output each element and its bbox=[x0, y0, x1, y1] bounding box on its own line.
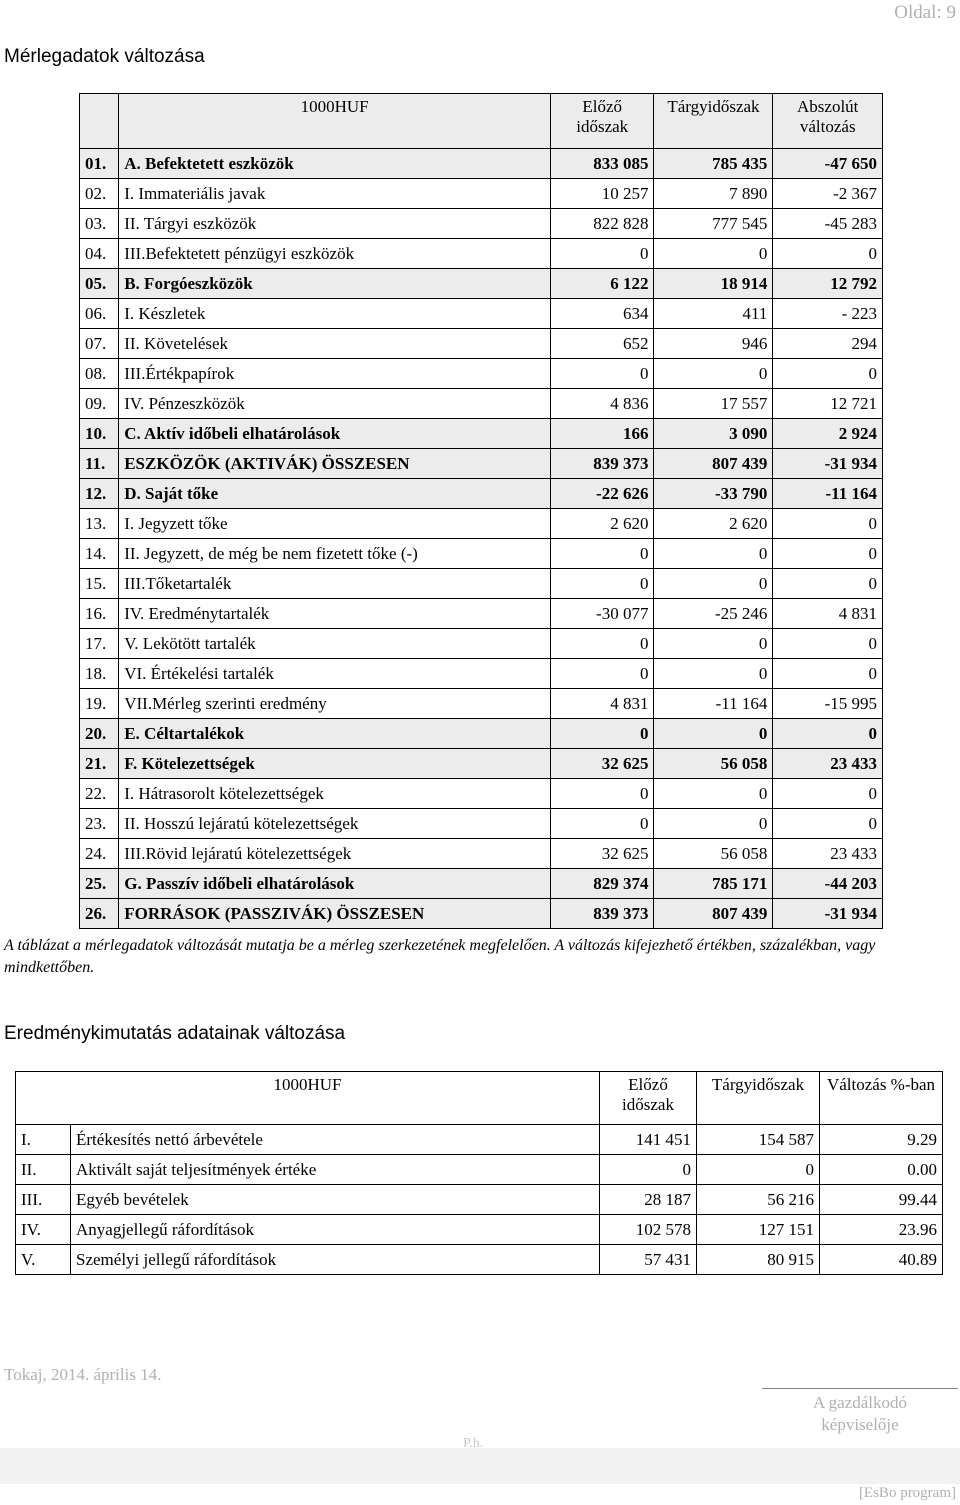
curr-value: 0 bbox=[697, 1155, 820, 1185]
table-note: A táblázat a mérlegadatok változását mutatja be a mérleg szerkezetének megfelelően. A változás kifejezhető értékben, százalékban, vagy mindkettőben. bbox=[4, 937, 876, 976]
pct-value: 9.29 bbox=[820, 1125, 943, 1155]
row-label: III.Tőketartalék bbox=[119, 569, 508, 599]
diff-value: -31 934 bbox=[773, 899, 883, 929]
prev-value: 0 bbox=[600, 1155, 697, 1185]
income-row bbox=[16, 1215, 943, 1245]
balance-row bbox=[80, 629, 883, 659]
balance-row bbox=[80, 599, 883, 629]
curr-value: 785 171 bbox=[654, 869, 773, 899]
prev-value: 0 bbox=[550, 719, 653, 749]
row-number: 15. bbox=[80, 569, 119, 599]
prev-value: 4 831 bbox=[550, 689, 653, 719]
row-spacer bbox=[508, 659, 550, 689]
row-number: 03. bbox=[80, 209, 119, 239]
row-number: 05. bbox=[80, 269, 119, 299]
program-label: [EsBo program] bbox=[858, 1485, 956, 1501]
prev-value: 32 625 bbox=[550, 749, 653, 779]
row-spacer bbox=[508, 269, 550, 299]
diff-value: 294 bbox=[773, 329, 883, 359]
row-number: 09. bbox=[80, 389, 119, 419]
row-label: II. Hosszú lejáratú kötelezettségek bbox=[119, 809, 508, 839]
row-spacer bbox=[508, 809, 550, 839]
row-spacer bbox=[508, 839, 550, 869]
diff-value: 23 433 bbox=[773, 749, 883, 779]
balance-row bbox=[80, 869, 883, 899]
row-spacer bbox=[508, 539, 550, 569]
income-row bbox=[16, 1185, 943, 1215]
pct-value: 40.89 bbox=[820, 1245, 943, 1275]
diff-value: 0 bbox=[773, 809, 883, 839]
row-number: 20. bbox=[80, 719, 119, 749]
row-label: E. Céltartalékok bbox=[119, 719, 508, 749]
diff-value: 2 924 bbox=[773, 419, 883, 449]
prev-value: 57 431 bbox=[600, 1245, 697, 1275]
row-label: I. Hátrasorolt kötelezettségek bbox=[119, 779, 508, 809]
row-label: VI. Értékelési tartalék bbox=[119, 659, 508, 689]
row-number: 16. bbox=[80, 599, 119, 629]
diff-value: -15 995 bbox=[773, 689, 883, 719]
balance-row bbox=[80, 239, 883, 269]
row-spacer bbox=[508, 449, 550, 479]
income-unit-header: 1000HUF bbox=[16, 1072, 600, 1125]
curr-value: 807 439 bbox=[654, 899, 773, 929]
row-number: 11. bbox=[80, 449, 119, 479]
prev-value: 32 625 bbox=[550, 839, 653, 869]
row-label: IV. Pénzeszközök bbox=[119, 389, 508, 419]
row-number: 10. bbox=[80, 419, 119, 449]
balance-row bbox=[80, 749, 883, 779]
row-label: II. Követelések bbox=[119, 329, 508, 359]
signature-line bbox=[762, 1388, 958, 1389]
diff-value: 4 831 bbox=[773, 599, 883, 629]
row-label: I. Jegyzett tőke bbox=[119, 509, 508, 539]
pct-value: 23.96 bbox=[820, 1215, 943, 1245]
row-label: G. Passzív időbeli elhatárolások bbox=[119, 869, 508, 899]
diff-value: 0 bbox=[773, 629, 883, 659]
curr-value: 17 557 bbox=[654, 389, 773, 419]
diff-value: -45 283 bbox=[773, 209, 883, 239]
balance-row bbox=[80, 779, 883, 809]
row-spacer bbox=[508, 749, 550, 779]
curr-value: 946 bbox=[654, 329, 773, 359]
balance-row bbox=[80, 479, 883, 509]
prev-value: 2 620 bbox=[550, 509, 653, 539]
curr-value: 0 bbox=[654, 239, 773, 269]
curr-value: 0 bbox=[654, 809, 773, 839]
row-number: 14. bbox=[80, 539, 119, 569]
place-date: Tokaj, 2014. április 14. bbox=[4, 1365, 162, 1384]
row-label: V. Lekötött tartalék bbox=[119, 629, 508, 659]
balance-section-title: Mérlegadatok változása bbox=[4, 46, 205, 67]
row-spacer bbox=[508, 179, 550, 209]
diff-value: -44 203 bbox=[773, 869, 883, 899]
row-label: IV. Eredménytartalék bbox=[119, 599, 508, 629]
curr-value: 0 bbox=[654, 569, 773, 599]
pct-value: 99.44 bbox=[820, 1185, 943, 1215]
row-number: 23. bbox=[80, 809, 119, 839]
row-spacer bbox=[508, 149, 550, 179]
prev-value: 10 257 bbox=[550, 179, 653, 209]
row-label: II. Jegyzett, de még be nem fizetett tőke (-) bbox=[119, 539, 508, 569]
curr-value: -11 164 bbox=[654, 689, 773, 719]
row-spacer bbox=[508, 869, 550, 899]
diff-value: 0 bbox=[773, 359, 883, 389]
row-label: F. Kötelezettségek bbox=[119, 749, 508, 779]
curr-value: 777 545 bbox=[654, 209, 773, 239]
row-label: I. Készletek bbox=[119, 299, 508, 329]
row-number: 21. bbox=[80, 749, 119, 779]
row-number: IV. bbox=[16, 1215, 71, 1245]
curr-value: 807 439 bbox=[654, 449, 773, 479]
prev-value: 839 373 bbox=[550, 899, 653, 929]
balance-row bbox=[80, 689, 883, 719]
balance-unit-header: 1000HUF bbox=[119, 94, 551, 149]
row-label: Egyéb bevételek bbox=[71, 1185, 600, 1215]
row-spacer bbox=[508, 209, 550, 239]
prev-value: 166 bbox=[550, 419, 653, 449]
row-label: III.Rövid lejáratú kötelezettségek bbox=[119, 839, 508, 869]
income-row bbox=[16, 1245, 943, 1275]
curr-value: 56 058 bbox=[654, 749, 773, 779]
prev-value: 0 bbox=[550, 569, 653, 599]
footer-bar bbox=[0, 1448, 960, 1484]
diff-value: 0 bbox=[773, 239, 883, 269]
row-number: II. bbox=[16, 1155, 71, 1185]
row-number: 07. bbox=[80, 329, 119, 359]
row-number: 08. bbox=[80, 359, 119, 389]
row-spacer bbox=[508, 689, 550, 719]
diff-value: -11 164 bbox=[773, 479, 883, 509]
row-label: FORRÁSOK (PASSZIVÁK) ÖSSZESEN bbox=[119, 899, 508, 929]
curr-value: 0 bbox=[654, 719, 773, 749]
row-number: 12. bbox=[80, 479, 119, 509]
prev-value: 4 836 bbox=[550, 389, 653, 419]
row-spacer bbox=[508, 239, 550, 269]
curr-value: 154 587 bbox=[697, 1125, 820, 1155]
balance-row bbox=[80, 359, 883, 389]
row-label: Anyagjellegű ráfordítások bbox=[71, 1215, 600, 1245]
income-row bbox=[16, 1125, 943, 1155]
prev-value: 839 373 bbox=[550, 449, 653, 479]
curr-value: 127 151 bbox=[697, 1215, 820, 1245]
row-spacer bbox=[508, 899, 550, 929]
curr-value: 2 620 bbox=[654, 509, 773, 539]
row-spacer bbox=[508, 389, 550, 419]
prev-value: 0 bbox=[550, 539, 653, 569]
prev-value: 0 bbox=[550, 809, 653, 839]
row-label: B. Forgóeszközök bbox=[119, 269, 508, 299]
balance-row bbox=[80, 329, 883, 359]
prev-value: 634 bbox=[550, 299, 653, 329]
diff-value: 0 bbox=[773, 569, 883, 599]
row-spacer bbox=[508, 359, 550, 389]
balance-row bbox=[80, 269, 883, 299]
row-spacer bbox=[508, 299, 550, 329]
curr-value: 80 915 bbox=[697, 1245, 820, 1275]
diff-value: 12 721 bbox=[773, 389, 883, 419]
prev-value: 829 374 bbox=[550, 869, 653, 899]
diff-value: 0 bbox=[773, 539, 883, 569]
diff-value: 0 bbox=[773, 779, 883, 809]
row-number: 17. bbox=[80, 629, 119, 659]
diff-value: -47 650 bbox=[773, 149, 883, 179]
prev-value: 0 bbox=[550, 779, 653, 809]
income-row bbox=[16, 1155, 943, 1185]
row-number: V. bbox=[16, 1245, 71, 1275]
balance-row bbox=[80, 509, 883, 539]
row-spacer bbox=[508, 419, 550, 449]
curr-value: 0 bbox=[654, 779, 773, 809]
row-label: III.Értékpapírok bbox=[119, 359, 508, 389]
diff-value: -2 367 bbox=[773, 179, 883, 209]
row-number: 02. bbox=[80, 179, 119, 209]
row-label: A. Befektetett eszközök bbox=[119, 149, 508, 179]
curr-value: 785 435 bbox=[654, 149, 773, 179]
curr-value: -25 246 bbox=[654, 599, 773, 629]
row-number: I. bbox=[16, 1125, 71, 1155]
row-spacer bbox=[508, 599, 550, 629]
balance-curr-header: Tárgyidőszak bbox=[654, 94, 773, 149]
row-number: 24. bbox=[80, 839, 119, 869]
pct-value: 0.00 bbox=[820, 1155, 943, 1185]
balance-row bbox=[80, 419, 883, 449]
row-spacer bbox=[508, 629, 550, 659]
curr-value: 0 bbox=[654, 359, 773, 389]
row-label: VII.Mérleg szerinti eredmény bbox=[119, 689, 508, 719]
income-prev-header: Előző időszak bbox=[600, 1072, 697, 1125]
income-header-row bbox=[16, 1072, 943, 1125]
diff-value: 23 433 bbox=[773, 839, 883, 869]
diff-value: 0 bbox=[773, 719, 883, 749]
curr-value: 56 216 bbox=[697, 1185, 820, 1215]
curr-value: 0 bbox=[654, 659, 773, 689]
row-label: C. Aktív időbeli elhatárolások bbox=[119, 419, 508, 449]
prev-value: 0 bbox=[550, 239, 653, 269]
diff-value: -31 934 bbox=[773, 449, 883, 479]
row-spacer bbox=[508, 779, 550, 809]
row-label: Aktivált saját teljesítmények értéke bbox=[71, 1155, 600, 1185]
row-label: III.Befektetett pénzügyi eszközök bbox=[119, 239, 508, 269]
diff-value: 0 bbox=[773, 659, 883, 689]
curr-value: 0 bbox=[654, 629, 773, 659]
balance-row bbox=[80, 389, 883, 419]
balance-row bbox=[80, 659, 883, 689]
balance-row bbox=[80, 299, 883, 329]
balance-abs-header: Abszolút változás bbox=[773, 94, 883, 149]
row-number: 22. bbox=[80, 779, 119, 809]
balance-row bbox=[80, 179, 883, 209]
prev-value: 0 bbox=[550, 659, 653, 689]
balance-row bbox=[80, 539, 883, 569]
curr-value: 56 058 bbox=[654, 839, 773, 869]
row-label: D. Saját tőke bbox=[119, 479, 508, 509]
balance-row bbox=[80, 569, 883, 599]
row-number: 13. bbox=[80, 509, 119, 539]
curr-value: 0 bbox=[654, 539, 773, 569]
row-number: III. bbox=[16, 1185, 71, 1215]
row-number: 18. bbox=[80, 659, 119, 689]
balance-row bbox=[80, 209, 883, 239]
row-number: 19. bbox=[80, 689, 119, 719]
row-spacer bbox=[508, 479, 550, 509]
prev-value: 28 187 bbox=[600, 1185, 697, 1215]
row-spacer bbox=[508, 569, 550, 599]
row-label: Értékesítés nettó árbevétele bbox=[71, 1125, 600, 1155]
income-pct-header: Változás %-ban bbox=[820, 1072, 943, 1125]
row-label: I. Immateriális javak bbox=[119, 179, 508, 209]
balance-row bbox=[80, 149, 883, 179]
row-number: 04. bbox=[80, 239, 119, 269]
page-number: Oldal: 9 bbox=[894, 2, 956, 23]
income-section-title: Eredménykimutatás adatainak változása bbox=[4, 1023, 346, 1044]
row-spacer bbox=[508, 719, 550, 749]
income-curr-header: Tárgyidőszak bbox=[697, 1072, 820, 1125]
row-spacer bbox=[508, 329, 550, 359]
income-table bbox=[15, 1071, 943, 1275]
prev-value: 833 085 bbox=[550, 149, 653, 179]
prev-value: -22 626 bbox=[550, 479, 653, 509]
row-label: Személyi jellegű ráfordítások bbox=[71, 1245, 600, 1275]
row-number: 26. bbox=[80, 899, 119, 929]
diff-value: 0 bbox=[773, 509, 883, 539]
diff-value: - 223 bbox=[773, 299, 883, 329]
balance-row bbox=[80, 899, 883, 929]
curr-value: 3 090 bbox=[654, 419, 773, 449]
row-number: 25. bbox=[80, 869, 119, 899]
curr-value: 18 914 bbox=[654, 269, 773, 299]
balance-row bbox=[80, 449, 883, 479]
prev-value: 6 122 bbox=[550, 269, 653, 299]
curr-value: 7 890 bbox=[654, 179, 773, 209]
stamp-placeholder: P.h. bbox=[463, 1436, 484, 1451]
balance-row bbox=[80, 719, 883, 749]
balance-row bbox=[80, 809, 883, 839]
balance-table bbox=[79, 93, 883, 929]
balance-row bbox=[80, 839, 883, 869]
representative-label: A gazdálkodó képviselője bbox=[813, 1393, 907, 1434]
diff-value: 12 792 bbox=[773, 269, 883, 299]
prev-value: -30 077 bbox=[550, 599, 653, 629]
balance-prev-header: Előző időszak bbox=[550, 94, 653, 149]
prev-value: 822 828 bbox=[550, 209, 653, 239]
row-spacer bbox=[508, 509, 550, 539]
row-number: 06. bbox=[80, 299, 119, 329]
prev-value: 141 451 bbox=[600, 1125, 697, 1155]
curr-value: 411 bbox=[654, 299, 773, 329]
row-label: ESZKÖZÖK (AKTIVÁK) ÖSSZESEN bbox=[119, 449, 508, 479]
curr-value: -33 790 bbox=[654, 479, 773, 509]
row-number: 01. bbox=[80, 149, 119, 179]
prev-value: 0 bbox=[550, 629, 653, 659]
prev-value: 652 bbox=[550, 329, 653, 359]
row-label: II. Tárgyi eszközök bbox=[119, 209, 508, 239]
balance-header-row bbox=[80, 94, 883, 149]
prev-value: 102 578 bbox=[600, 1215, 697, 1245]
prev-value: 0 bbox=[550, 359, 653, 389]
